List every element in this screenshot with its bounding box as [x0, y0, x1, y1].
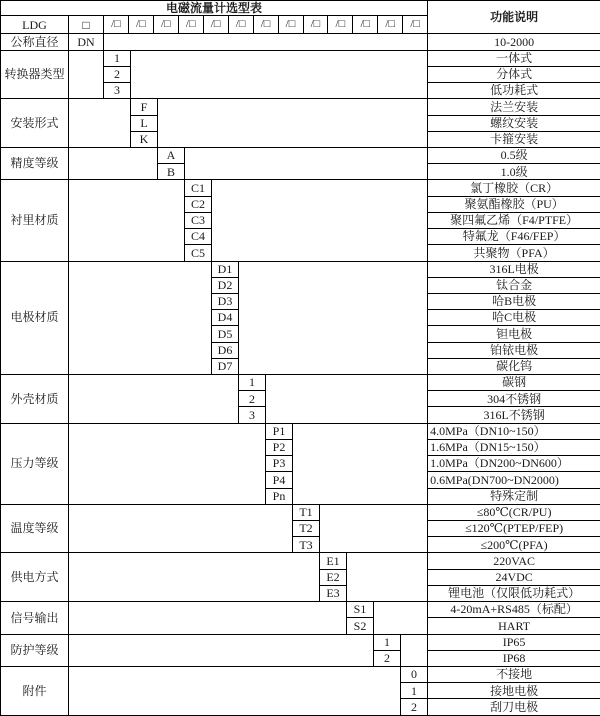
function-column-header: 功能说明	[428, 1, 600, 34]
table-row	[1, 261, 600, 277]
category-label: 防护等级	[1, 634, 69, 666]
option-description-cell: 1.0MPa（DN200~DN600）	[428, 456, 600, 472]
option-code-cell: 2	[104, 66, 131, 82]
category-label: 电极材质	[1, 261, 69, 375]
table-row	[1, 147, 600, 163]
option-code-cell: P2	[266, 439, 293, 455]
option-code-cell: C1	[185, 180, 212, 196]
option-description-cell: 共聚物（PFA）	[428, 245, 600, 261]
option-code-cell: 1	[401, 683, 428, 699]
model-digit-slot: /□	[402, 16, 427, 33]
model-prefix: LDG	[1, 16, 69, 34]
model-digit-slot: /□	[228, 16, 253, 33]
option-description-cell: 铂铱电极	[428, 342, 600, 358]
table-row	[1, 375, 600, 391]
grid-gap-right	[401, 634, 428, 666]
category-label: 供电方式	[1, 553, 69, 602]
table-title: 电磁流量计选型表	[1, 1, 428, 16]
option-code-cell: T1	[293, 504, 320, 520]
grid-gap-left	[69, 50, 104, 99]
option-code-cell: S1	[347, 602, 374, 618]
option-description-cell: 聚四氟乙烯（F4/PTFE）	[428, 212, 600, 228]
category-label: 信号输出	[1, 602, 69, 634]
option-description-cell: 钛合金	[428, 277, 600, 293]
option-description-cell: ≤200℃(PFA)	[428, 537, 600, 553]
option-description-cell: ≤80℃(CR/PU)	[428, 504, 600, 520]
option-code-cell: E2	[320, 569, 347, 585]
option-code-cell: P1	[266, 423, 293, 439]
option-code-cell: C2	[185, 196, 212, 212]
grid-gap-left	[69, 423, 266, 504]
option-description-cell: 分体式	[428, 66, 600, 82]
option-code-cell: D2	[212, 277, 239, 293]
category-label: 外壳材质	[1, 375, 69, 424]
option-description-cell: 钽电极	[428, 326, 600, 342]
option-description-cell: 10-2000	[428, 34, 600, 50]
model-digit-slot: /□	[327, 16, 352, 33]
option-code-cell: D6	[212, 342, 239, 358]
option-description-cell: 特氟龙（F46/FEP）	[428, 229, 600, 245]
option-description-cell: 4.0MPa（DN10~150）	[428, 423, 600, 439]
option-description-cell: 碳化钨	[428, 358, 600, 374]
category-label: 精度等级	[1, 147, 69, 179]
option-description-cell: 刮刀电极	[428, 699, 600, 716]
option-code-cell: C3	[185, 212, 212, 228]
model-digit-slot: /□	[377, 16, 402, 33]
option-description-cell: 0.5级	[428, 147, 600, 163]
option-code-cell: P3	[266, 456, 293, 472]
option-description-cell: 哈B电极	[428, 293, 600, 309]
title-row	[1, 1, 600, 16]
option-description-cell: 低功耗式	[428, 83, 600, 99]
option-code-cell: C4	[185, 229, 212, 245]
option-description-cell: 氯丁橡胶（CR）	[428, 180, 600, 196]
grid-gap-right	[239, 261, 428, 375]
option-code-cell: A	[158, 147, 185, 163]
table-row	[1, 666, 600, 682]
table-row	[1, 34, 600, 50]
option-code-cell: 2	[374, 650, 401, 666]
model-digit-slot: /□	[111, 18, 121, 31]
option-code-cell: 3	[239, 407, 266, 423]
option-code-cell: 2	[239, 391, 266, 407]
model-digit-slot-row	[104, 16, 427, 33]
option-code-cell: E1	[320, 553, 347, 569]
grid-gap-left	[69, 99, 131, 148]
option-code-cell: L	[131, 115, 158, 131]
option-code-cell: D7	[212, 358, 239, 374]
option-description-cell: 碳钢	[428, 375, 600, 391]
option-code-cell: P4	[266, 472, 293, 488]
table-row	[1, 553, 600, 569]
option-description-cell: 0.6MPa(DN700~DN2000)	[428, 472, 600, 488]
option-description-cell: 卡箍安装	[428, 131, 600, 147]
grid-gap-right	[158, 99, 428, 148]
grid-gap-left	[69, 375, 239, 424]
grid-gap-left	[69, 147, 158, 179]
option-code-cell: C5	[185, 245, 212, 261]
option-code-cell: E3	[320, 585, 347, 601]
option-description-cell: 304不锈钢	[428, 391, 600, 407]
table-row	[1, 180, 600, 196]
model-digit-slot: /□	[253, 16, 278, 33]
table-row	[1, 634, 600, 650]
option-description-cell: HART	[428, 618, 600, 634]
option-code-cell: D3	[212, 293, 239, 309]
grid-gap-right	[347, 553, 428, 602]
category-label: 附件	[1, 666, 69, 715]
model-digit-slot: /□	[128, 16, 153, 33]
option-code-cell: 1	[104, 50, 131, 66]
grid-gap-right	[374, 602, 428, 634]
option-description-cell: 316L不锈钢	[428, 407, 600, 423]
option-code-cell: B	[158, 164, 185, 180]
option-code-cell: F	[131, 99, 158, 115]
option-code-cell: 3	[104, 83, 131, 99]
option-code-cell: T3	[293, 537, 320, 553]
option-code-cell: S2	[347, 618, 374, 634]
model-digit-slot: /□	[303, 16, 328, 33]
category-label: 衬里材质	[1, 180, 69, 261]
option-description-cell: 特殊定制	[428, 488, 600, 504]
table-row	[1, 423, 600, 439]
option-code-cell: D1	[212, 261, 239, 277]
option-description-cell: 接地电极	[428, 683, 600, 699]
option-description-cell: 哈C电极	[428, 310, 600, 326]
option-description-cell: IP65	[428, 634, 600, 650]
grid-gap-left	[69, 666, 401, 715]
option-description-cell: 锂电池（仅限低功耗式）	[428, 585, 600, 601]
table-row	[1, 602, 600, 618]
model-digit-slot: /□	[352, 16, 377, 33]
grid-gap-left	[69, 261, 212, 375]
option-code-cell: K	[131, 131, 158, 147]
category-label: 公称直径	[1, 34, 69, 50]
option-description-cell: 1.0级	[428, 164, 600, 180]
grid-gap-right	[104, 34, 428, 50]
option-description-cell: 一体式	[428, 50, 600, 66]
option-code-cell: Pn	[266, 488, 293, 504]
model-digit-slot: /□	[178, 16, 203, 33]
option-code-cell: D4	[212, 310, 239, 326]
option-description-cell: 聚氨酯橡胶（PU）	[428, 196, 600, 212]
option-description-cell: 1.6MPa（DN15~150）	[428, 439, 600, 455]
selection-table-body	[1, 1, 600, 716]
table-row	[1, 50, 600, 66]
option-code-cell: 0	[401, 666, 428, 682]
option-description-cell: 法兰安装	[428, 99, 600, 115]
model-digit-slot: /□	[203, 16, 228, 33]
option-code-cell: 1	[374, 634, 401, 650]
grid-gap-right	[131, 50, 428, 99]
grid-gap-left	[69, 602, 347, 634]
category-label: 安装形式	[1, 99, 69, 148]
grid-gap-left	[69, 180, 185, 261]
grid-gap-left	[69, 553, 320, 602]
grid-gap-left	[69, 504, 293, 553]
model-digit-slot: /□	[153, 16, 178, 33]
grid-gap-right	[320, 504, 428, 553]
option-code-cell: T2	[293, 521, 320, 537]
option-description-cell: 24VDC	[428, 569, 600, 585]
option-description-cell: 316L电极	[428, 261, 600, 277]
model-digit-slots-cell	[104, 16, 428, 34]
option-description-cell: IP68	[428, 650, 600, 666]
category-label: 温度等级	[1, 504, 69, 553]
option-description-cell: 220VAC	[428, 553, 600, 569]
model-digit-slot: /□	[278, 16, 303, 33]
grid-gap-right	[185, 147, 428, 179]
grid-gap-right	[293, 423, 428, 504]
option-description-cell: 不接地	[428, 666, 600, 682]
grid-gap-right	[212, 180, 428, 261]
category-label: 转换器类型	[1, 50, 69, 99]
option-description-cell: 4-20mA+RS485（标配）	[428, 602, 600, 618]
option-description-cell: ≤120℃(PTEP/FEP)	[428, 521, 600, 537]
option-code-cell: DN	[69, 34, 104, 50]
option-code-cell: 1	[239, 375, 266, 391]
table-row	[1, 504, 600, 520]
table-row	[1, 99, 600, 115]
category-label: 压力等级	[1, 423, 69, 504]
option-code-cell: 2	[401, 699, 428, 716]
option-code-cell: D5	[212, 326, 239, 342]
grid-gap-right	[266, 375, 428, 424]
grid-gap-left	[69, 634, 374, 666]
option-description-cell: 螺纹安装	[428, 115, 600, 131]
model-first-digit-box: □	[69, 16, 104, 34]
